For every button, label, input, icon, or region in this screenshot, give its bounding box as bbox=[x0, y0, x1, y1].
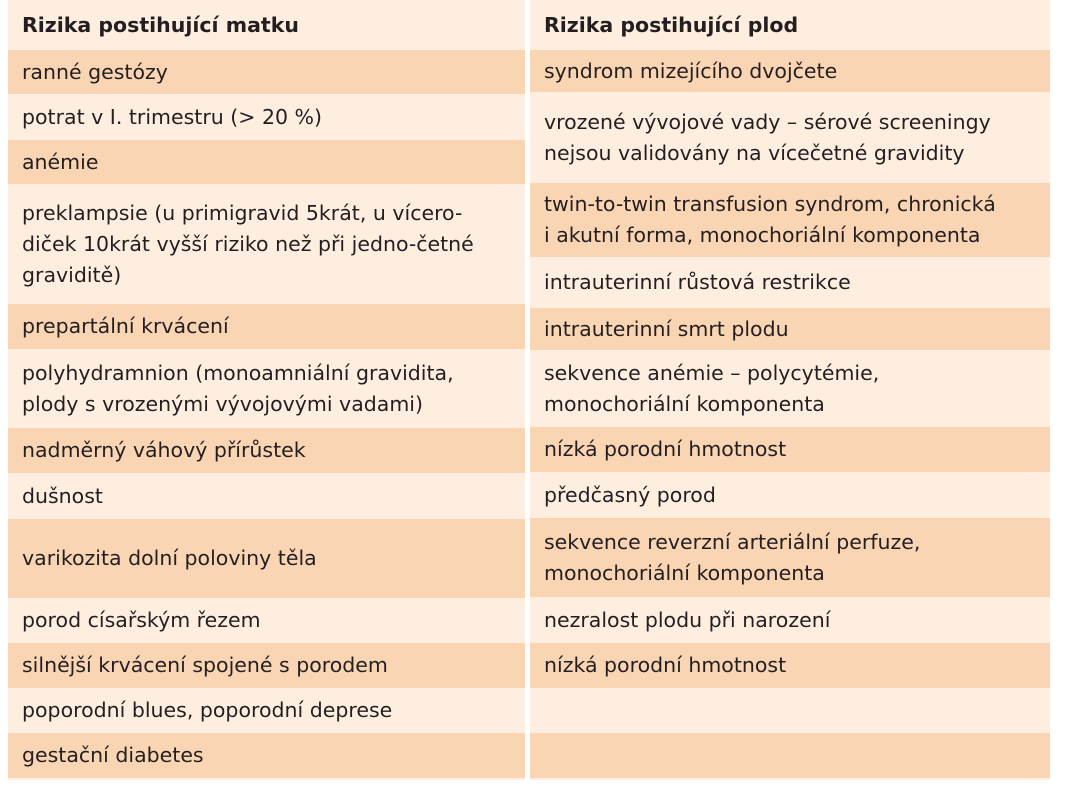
mother-risk-cell bbox=[8, 349, 525, 428]
mother-risk-cell bbox=[8, 598, 525, 643]
risk-text-line: nízká porodní hmotnost bbox=[544, 437, 787, 461]
risk-text-line: monochoriální komponenta bbox=[544, 391, 825, 416]
risk-text-line: graviditě) bbox=[22, 262, 122, 287]
header-fetus-risks bbox=[530, 0, 1050, 50]
fetus-risk-cell bbox=[530, 688, 1050, 733]
risk-text-line: syndrom mizejícího dvojčete bbox=[544, 58, 838, 83]
mother-risk-cell bbox=[8, 140, 525, 184]
mother-risk-cell bbox=[8, 519, 525, 598]
header-fetus-label: Rizika postihující plod bbox=[544, 12, 799, 37]
fetus-risk-cell bbox=[530, 92, 1050, 183]
risk-text-line: nadměrný váhový přírůstek bbox=[22, 438, 306, 462]
risk-text-line: monochoriální komponenta bbox=[544, 560, 825, 585]
risk-text-line: předčasný porod bbox=[544, 482, 716, 507]
fetus-risk-cell bbox=[530, 472, 1050, 518]
risk-text-line: twin-to-twin transfusion syndrom, chronická bbox=[544, 192, 996, 216]
fetus-risk-cell bbox=[530, 427, 1050, 472]
risk-text-line: intrauterinní smrt plodu bbox=[544, 316, 789, 341]
risk-text-line: prepartální krvácení bbox=[22, 314, 229, 338]
risk-text-line: preklampsie (u primigravid 5krát, u vícero- bbox=[22, 200, 463, 225]
risk-text-line: vrozené vývojové vady – sérové screeningy bbox=[544, 109, 991, 134]
fetus-risk-cell bbox=[530, 597, 1050, 643]
fetus-risk-cell bbox=[530, 257, 1050, 308]
fetus-risk-cell bbox=[530, 308, 1050, 350]
fetus-risk-cell bbox=[530, 733, 1050, 778]
risk-text-line: silnější krvácení spojené s porodem bbox=[22, 653, 388, 677]
fetus-risk-cell bbox=[530, 183, 1050, 257]
header-mother-risks bbox=[8, 0, 525, 50]
mother-risk-cell bbox=[8, 94, 525, 140]
risk-text-line: poporodní blues, poporodní deprese bbox=[22, 698, 393, 722]
mother-risk-cell bbox=[8, 184, 525, 304]
risk-text-line: sekvence reverzní arteriální perfuze, bbox=[544, 529, 921, 554]
risk-text-line: polyhydramnion (monoamniální gravidita, bbox=[22, 360, 454, 385]
risk-text-line: ranné gestózy bbox=[22, 59, 168, 84]
column-divider bbox=[525, 0, 530, 780]
risk-text-line: nízká porodní hmotnost bbox=[544, 653, 787, 677]
mother-risk-cell bbox=[8, 304, 525, 349]
fetus-risk-cell bbox=[530, 50, 1050, 92]
fetus-risk-cell bbox=[530, 643, 1050, 688]
mother-risk-cell bbox=[8, 428, 525, 473]
risk-text-line: sekvence anémie – polycytémie, bbox=[544, 360, 880, 385]
risk-text-line: varikozita dolní poloviny těla bbox=[22, 546, 317, 570]
risk-text-line: intrauterinní růstová restrikce bbox=[544, 270, 851, 294]
risk-text-line: nejsou validovány na vícečetné gravidity bbox=[544, 140, 965, 165]
risk-text-line: dušnost bbox=[22, 483, 103, 508]
fetus-risk-cell bbox=[530, 518, 1050, 597]
risk-text-line: plody s vrozenými vývojovými vadami) bbox=[22, 391, 423, 416]
mother-risk-cell bbox=[8, 643, 525, 688]
risk-text-line: diček 10krát vyšší riziko než při jedno-četné bbox=[22, 231, 474, 256]
mother-risk-cell bbox=[8, 50, 525, 94]
risk-text-line: porod císařským řezem bbox=[22, 608, 261, 632]
risk-text-line: i akutní forma, monochoriální komponenta bbox=[544, 223, 981, 247]
mother-risk-cell bbox=[8, 688, 525, 733]
header-mother-label: Rizika postihující matku bbox=[22, 12, 299, 37]
risk-table bbox=[8, 0, 1050, 780]
risk-text-line: gestační diabetes bbox=[22, 743, 204, 767]
risk-text-line: anémie bbox=[22, 149, 99, 174]
fetus-risk-cell bbox=[530, 350, 1050, 427]
mother-risk-cell bbox=[8, 733, 525, 778]
mother-risk-cell bbox=[8, 473, 525, 519]
risk-text-line: potrat v I. trimestru (> 20 %) bbox=[22, 104, 323, 129]
risk-text-line: nezralost plodu při narození bbox=[544, 607, 831, 632]
